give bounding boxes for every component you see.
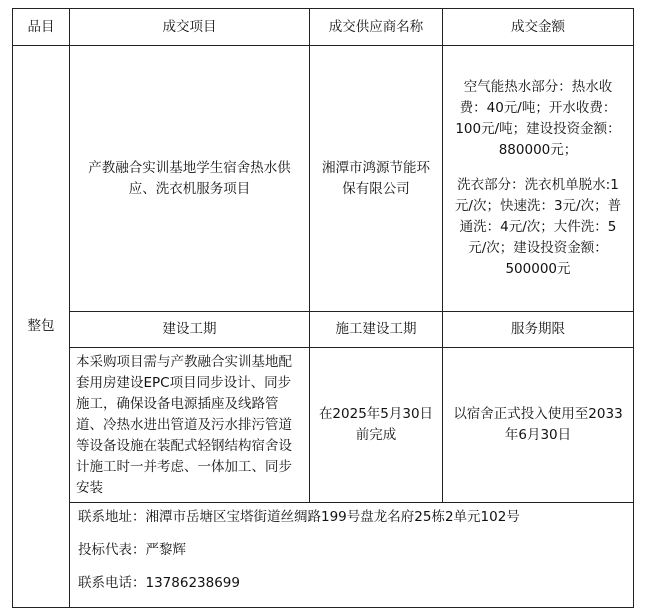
supplier-cell: 湘潭市鸿源节能环保有限公司: [310, 46, 443, 312]
contact-representative: 投标代表：严黎辉: [78, 542, 186, 558]
build-period-cell: 在2025年5月30日前完成: [310, 348, 443, 503]
project-cell: 产教融合实训基地学生宿舍热水供应、洗衣机服务项目: [70, 46, 310, 312]
service-period-cell: 以宿舍正式投入使用至2033年6月30日: [443, 348, 633, 503]
subheader-build-period: 施工建设工期: [310, 312, 443, 348]
subheader-construction: 建设工期: [70, 312, 310, 348]
contact-block: [70, 501, 635, 609]
item-cell: 整包: [13, 46, 70, 607]
amount-cell: [443, 46, 633, 312]
amount-laundry: 洗衣部分：洗衣机单脱水:1元/次；快速洗：3元/次；普通洗：4元/次；大件洗：5元/次；建设投资金额：500000元: [454, 177, 622, 277]
header-item: 品目: [13, 9, 70, 46]
subheader-service-period: 服务期限: [443, 312, 633, 348]
contact-phone: 联系电话：13786238699: [78, 575, 240, 591]
header-project: 成交项目: [70, 9, 310, 46]
header-supplier: 成交供应商名称: [310, 9, 443, 46]
construction-cell: 本采购项目需与产教融合实训基地配套用房建设EPC项目同步设计、同步施工，确保设备电源插座及线路管道、冷热水进出管道及污水排污管道等设备设施在装配式轻钢结构宿舍设计施工时一并考虑、一体加工、同步安装: [70, 348, 310, 503]
contact-address: 联系地址：湘潭市岳塘区宝塔街道丝绸路199号盘龙名府25栋2单元102号: [78, 509, 520, 525]
amount-air-energy: 空气能热水部分：热水收费：40元/吨；开水收费：100元/吨；建设投资金额：880000元；: [455, 79, 621, 158]
award-table: [12, 8, 634, 608]
header-amount: 成交金额: [443, 9, 633, 46]
